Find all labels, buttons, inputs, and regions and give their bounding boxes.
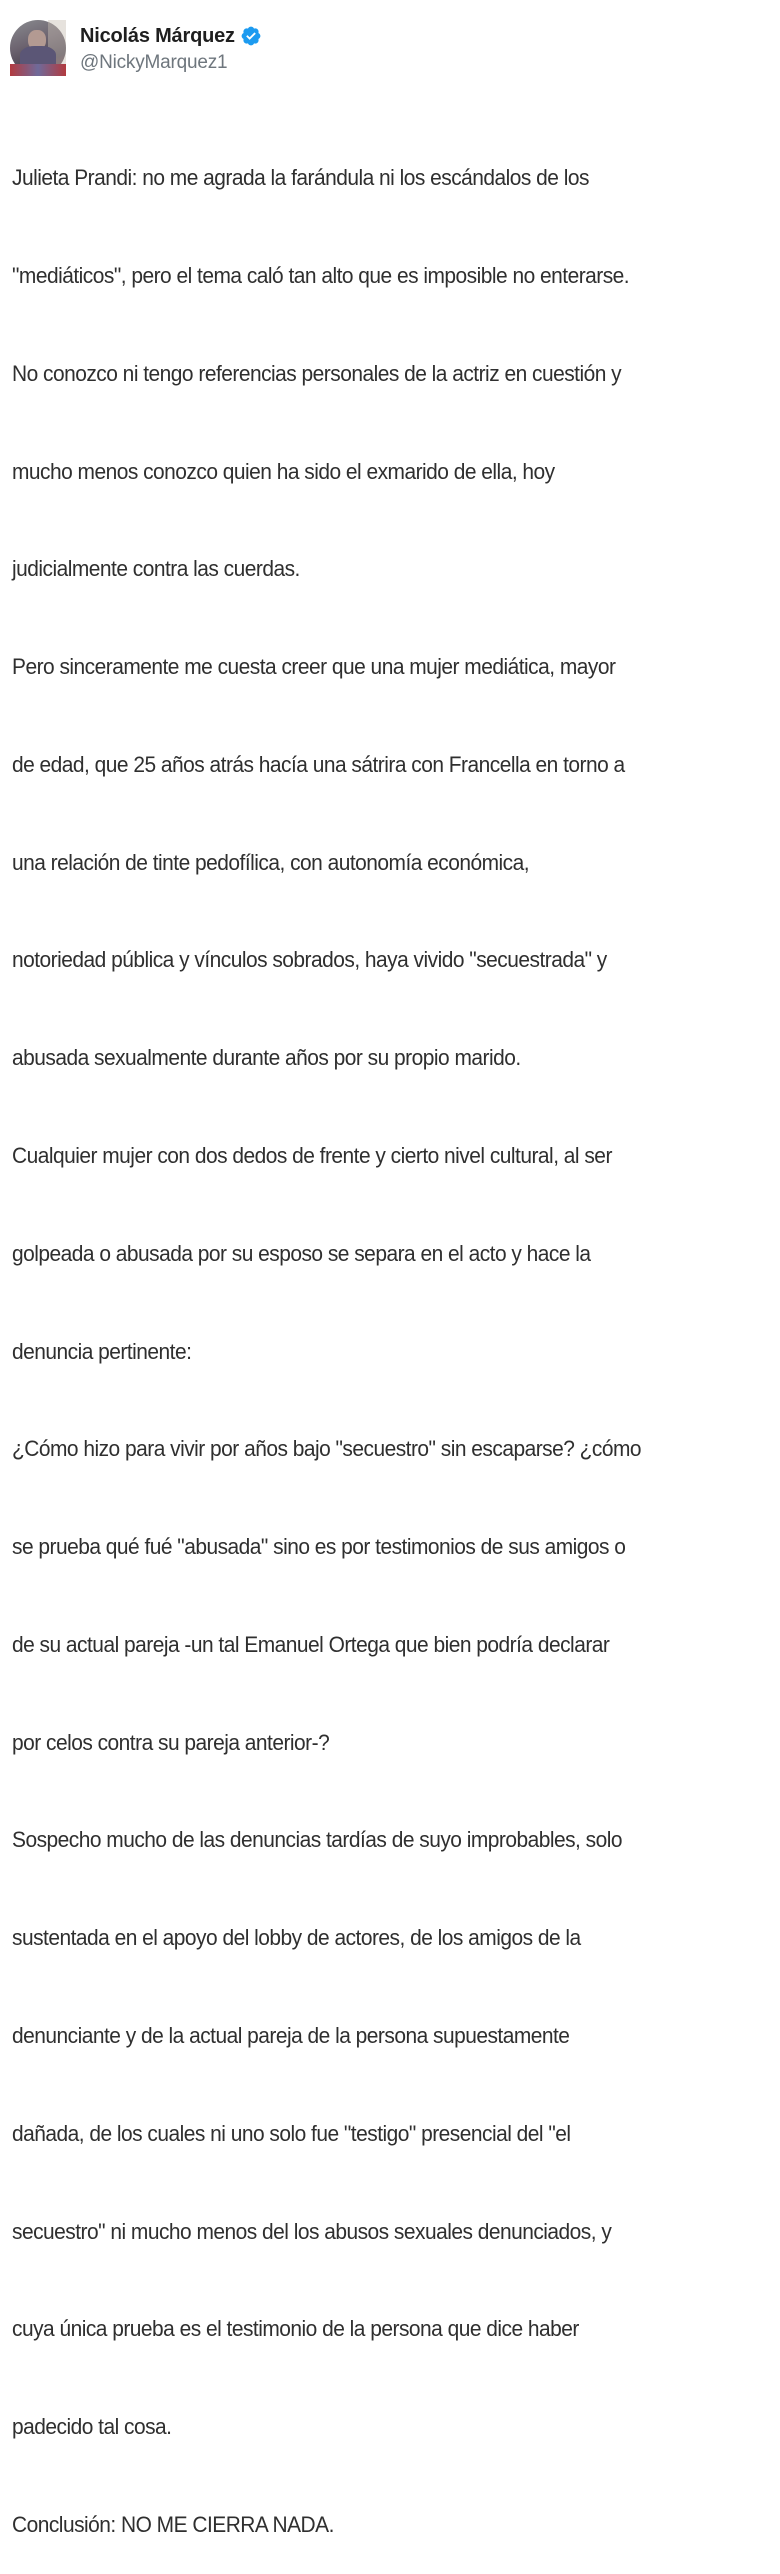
- tweet-line: por celos contra su pareja anterior-?: [12, 1729, 330, 1755]
- tweet-line: Conclusión: NO ME CIERRA NADA.: [12, 2511, 334, 2537]
- tweet-line: mucho menos conozco quien ha sido el exmarido de ella, hoy: [12, 458, 555, 484]
- tweet-line: golpeada o abusada por su esposo se separa en el acto y hace la: [12, 1240, 591, 1266]
- user-handle[interactable]: @NickyMarquez1: [80, 52, 228, 73]
- tweet-header: [10, 18, 262, 78]
- tweet-line: una relación de tinte pedofílica, con autonomía económica,: [12, 849, 530, 875]
- tweet-line: ¿Cómo hizo para vivir por años bajo "secuestro" sin escaparse? ¿cómo: [12, 1436, 642, 1462]
- tweet-line: "mediáticos", pero el tema caló tan alto que es imposible no enterarse.: [12, 262, 630, 288]
- tweet-line: abusada sexualmente durante años por su propio marido.: [12, 1045, 521, 1071]
- verified-badge-icon[interactable]: [240, 25, 262, 47]
- avatar[interactable]: [10, 20, 66, 76]
- tweet-line: Cualquier mujer con dos dedos de frente y cierto nivel cultural, al ser: [12, 1143, 612, 1168]
- tweet-line: Julieta Prandi: no me agrada la farándula ni los escándalos de los: [12, 165, 589, 191]
- tweet-line: se prueba qué fué "abusada" sino es por testimonios de sus amigos o: [12, 1534, 626, 1560]
- tweet-text: [12, 97, 724, 2574]
- tweet-line: denunciante y de la actual pareja de la persona supuestamente: [12, 2023, 570, 2049]
- name-row: [80, 22, 262, 50]
- tweet-line: notoriedad pública y vínculos sobrados, haya vivido "secuestrada" y: [12, 947, 607, 973]
- display-name[interactable]: Nicolás Márquez: [80, 24, 235, 47]
- tweet-line: No conozco ni tengo referencias personales de la actriz en cuestión y: [12, 360, 622, 386]
- tweet-line: judicialmente contra las cuerdas.: [12, 556, 300, 582]
- tweet-line: dañada, de los cuales ni uno solo fue "testigo" presencial del "el: [12, 2120, 571, 2146]
- tweet-line: Sospecho mucho de las denuncias tardías de suyo improbables, solo: [12, 1827, 623, 1853]
- tweet-line: padecido tal cosa.: [12, 2414, 172, 2440]
- tweet-line: de su actual pareja -un tal Emanuel Ortega que bien podría declarar: [12, 1631, 610, 1657]
- tweet-line: Pero sinceramente me cuesta creer que una mujer mediática, mayor: [12, 654, 616, 680]
- avatar-foreground: [10, 64, 66, 76]
- tweet-line: cuya única prueba es el testimonio de la persona que dice haber: [12, 2316, 579, 2342]
- tweet-line: de edad, que 25 años atrás hacía una sátrira con Francella en torno a: [12, 751, 625, 777]
- tweet-line: secuestro" ni mucho menos del los abusos sexuales denunciados, y: [12, 2218, 612, 2244]
- author-info: [80, 22, 262, 74]
- tweet-line: sustentada en el apoyo del lobby de actores, de los amigos de la: [12, 1925, 581, 1951]
- tweet-line: denuncia pertinente:: [12, 1338, 192, 1364]
